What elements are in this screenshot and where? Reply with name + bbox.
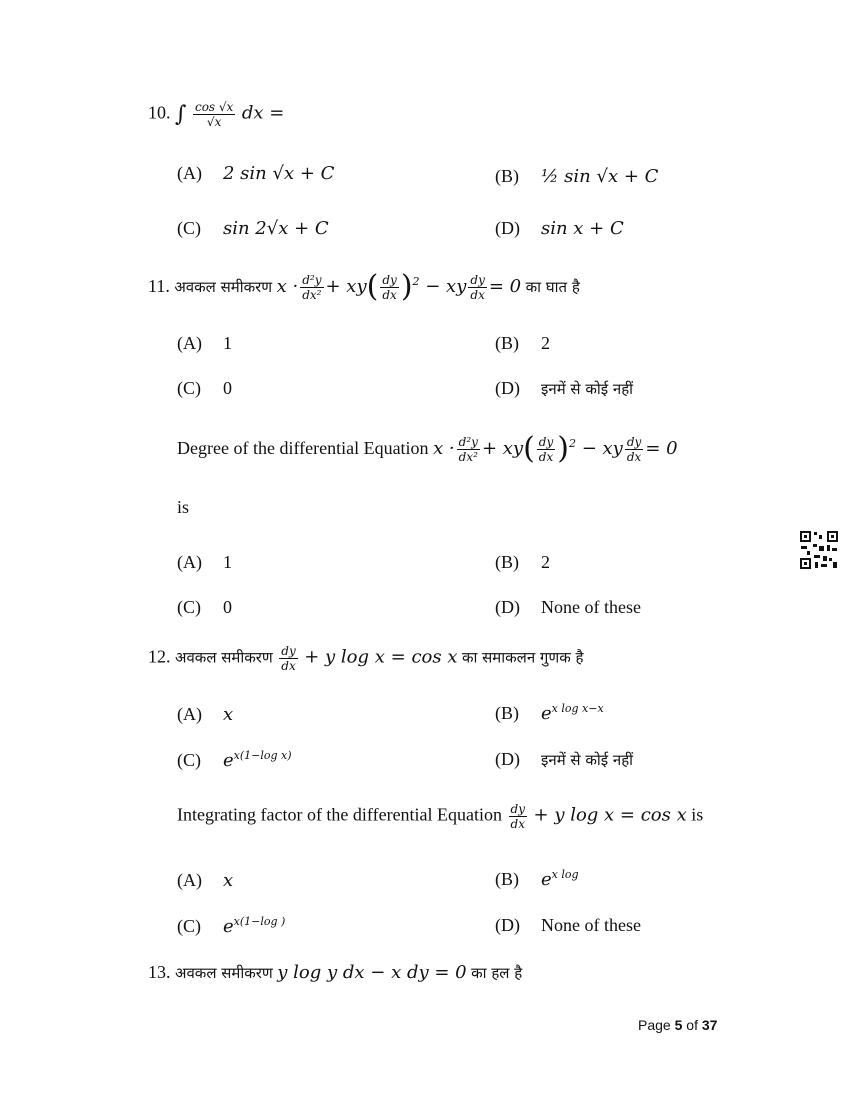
hindi-suffix: का हल है <box>471 964 523 982</box>
option-label: (C) <box>177 218 201 238</box>
option-exponent: x(1−log x) <box>233 749 292 762</box>
qr-code-icon <box>799 530 839 570</box>
option-text: 2 <box>541 552 550 572</box>
option-label: (A) <box>177 163 202 183</box>
hindi-prefix: अवकल समीकरण <box>175 648 273 667</box>
option-label: (B) <box>495 552 519 572</box>
option-text: e <box>223 916 234 937</box>
option-c <box>177 597 232 618</box>
option-b <box>495 333 550 354</box>
option-b <box>495 166 658 187</box>
equation-tail: + y log x = cos x <box>533 804 687 826</box>
hindi-prefix: अवकल समीकरण <box>175 964 273 982</box>
equation: y log y dx − x dy = 0 <box>277 962 467 983</box>
option-label: (A) <box>177 870 202 890</box>
option-c <box>177 378 232 399</box>
option-exponent: x log x−x <box>551 702 604 715</box>
of-word: of <box>686 1017 698 1033</box>
question-number: 10. <box>148 102 171 123</box>
option-d <box>495 378 633 399</box>
option-text: x <box>223 870 234 891</box>
option-label: (D) <box>495 915 520 935</box>
option-text: 1 <box>223 333 232 353</box>
question-11 <box>148 269 580 304</box>
option-a <box>177 870 233 891</box>
option-c <box>177 749 292 771</box>
option-d <box>495 597 641 618</box>
option-label: (D) <box>495 749 520 769</box>
hindi-suffix: का घात है <box>525 278 580 296</box>
option-label: (C) <box>177 597 201 617</box>
option-label: (A) <box>177 333 202 353</box>
option-a <box>177 333 232 354</box>
option-label: (B) <box>495 869 519 889</box>
option-b <box>495 702 604 724</box>
fraction: $\frac{dy}{dx}$ <box>510 802 526 831</box>
option-label: (A) <box>177 704 202 724</box>
option-label: (D) <box>495 597 520 617</box>
option-label: (B) <box>495 333 519 353</box>
option-label: (B) <box>495 703 519 723</box>
option-b <box>495 868 579 890</box>
option-c <box>177 915 285 937</box>
option-a <box>177 552 232 573</box>
question-number: 12. <box>148 646 171 667</box>
question-12-english <box>177 802 703 831</box>
question-10 <box>148 100 284 129</box>
option-d <box>495 218 624 239</box>
option-exponent: x log <box>551 868 579 881</box>
option-label: (C) <box>177 378 201 398</box>
option-text: e <box>223 750 234 771</box>
question-13 <box>148 962 522 983</box>
option-text: 0 <box>223 597 232 617</box>
option-text: sin x + C <box>541 218 624 239</box>
option-text: e <box>541 703 552 724</box>
fraction-numerator: cos √x <box>194 100 234 114</box>
option-text: 2 sin √x + C <box>223 163 335 184</box>
equation: x · $\frac{\text{d²y}}{\text{dx²}}$ + xy( $\frac{dy}{dx}$ )$^2$ − xy $\frac{dy}{dx}$ = 0 <box>433 431 678 466</box>
total-pages: 37 <box>701 1017 718 1033</box>
option-c <box>177 218 329 239</box>
page-word: Page <box>638 1017 671 1033</box>
option-text: sin 2√x + C <box>223 218 329 239</box>
question-number: 11. <box>148 276 170 296</box>
english-prefix: Integrating factor of the differential Equation <box>177 804 503 825</box>
option-label: (D) <box>495 218 520 238</box>
option-text: 0 <box>223 378 232 398</box>
fraction-denominator: √x <box>206 115 222 129</box>
option-text: 2 <box>541 333 550 353</box>
page-footer <box>638 1017 717 1033</box>
hindi-suffix: का समाकलन गुणक है <box>461 648 584 667</box>
integral-tail: dx = <box>241 102 285 124</box>
english-suffix: is <box>691 804 704 825</box>
option-text: e <box>541 869 552 890</box>
integral-sign: ∫ <box>175 102 187 127</box>
fraction <box>193 100 235 129</box>
option-text: None of these <box>541 597 641 617</box>
hindi-prefix: अवकल समीकरण <box>174 278 273 296</box>
english-prefix: Degree of the differential Equation <box>177 438 429 458</box>
equation: x · $\frac{\text{d²y}}{\text{dx²}}$ + xy( $\frac{dy}{dx}$ )$^2$ − xy $\frac{dy}{dx}$ = 0 <box>276 269 522 304</box>
fraction: $\frac{dy}{dx}$ <box>281 644 296 673</box>
equation-tail: + y log x = cos x <box>304 646 458 668</box>
question-number: 13. <box>148 962 171 982</box>
option-a <box>177 163 334 184</box>
option-text: ½ sin √x + C <box>541 166 659 187</box>
option-b <box>495 552 550 573</box>
option-label: (C) <box>177 750 201 770</box>
question-11-english <box>177 431 678 466</box>
option-text: इनमें से कोई नहीं <box>541 751 634 769</box>
english-suffix: is <box>177 497 190 517</box>
option-text: इनमें से कोई नहीं <box>541 380 634 398</box>
option-label: (B) <box>495 166 519 186</box>
option-text: 1 <box>223 552 232 572</box>
current-page: 5 <box>674 1017 683 1033</box>
option-label: (D) <box>495 378 520 398</box>
option-text: x <box>223 704 234 725</box>
option-label: (C) <box>177 916 201 936</box>
option-d <box>495 749 633 770</box>
option-label: (A) <box>177 552 202 572</box>
option-a <box>177 704 233 725</box>
option-d <box>495 915 641 936</box>
option-text: None of these <box>541 915 641 935</box>
question-12 <box>148 644 583 673</box>
option-exponent: x(1−log ) <box>233 915 286 928</box>
